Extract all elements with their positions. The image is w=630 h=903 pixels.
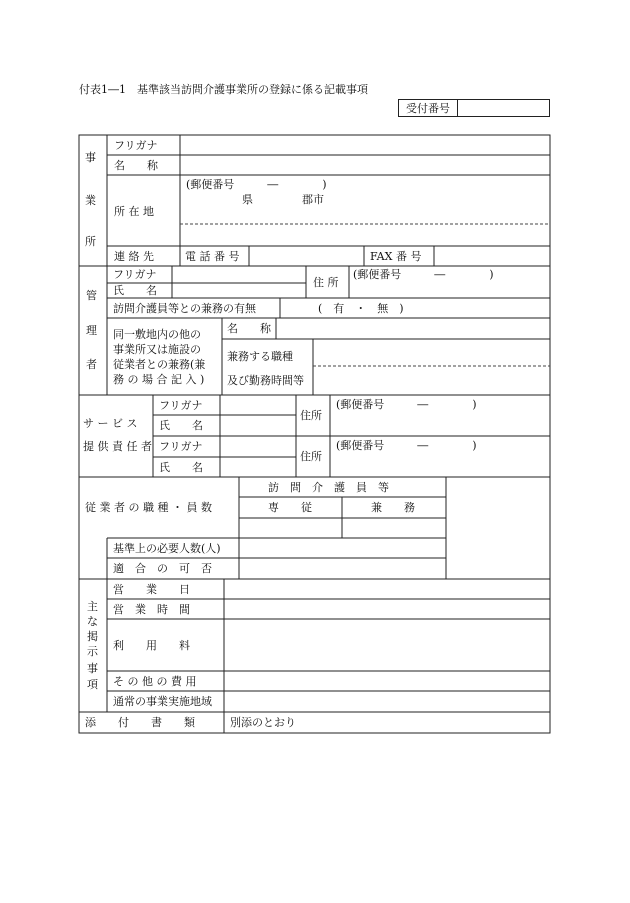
service-label-2: 提 供 責 任 者: [83, 440, 152, 453]
notices-other-costs: そ の 他 の 費 用: [113, 675, 197, 688]
service-postal-1: (郵便番号 ― ): [336, 398, 477, 411]
office-label-2: 業: [85, 194, 96, 207]
notices-area: 通常の事業実施地域: [113, 695, 212, 708]
manager-job-label-2: 及び勤務時間等: [227, 374, 304, 387]
office-contact-label: 連 絡 先: [114, 250, 154, 263]
service-furigana-2: フリガナ: [159, 440, 203, 453]
notices-business-days: 営 業 日: [113, 583, 190, 596]
manager-label-3: 者: [86, 358, 97, 371]
manager-concurrent-label: 訪問介護員等との兼務の有無: [113, 302, 256, 315]
notices-label-6: 項: [87, 678, 98, 691]
notices-label-2: な: [87, 615, 98, 628]
manager-concurrent-choice[interactable]: ( 有 ・ 無 ): [318, 302, 404, 315]
staff-required-label: 基準上の必要人数(人): [113, 542, 221, 555]
service-address-1: 住所: [300, 409, 322, 422]
office-address-label: 所 在 地: [114, 205, 154, 218]
office-postal: (郵便番号 ― ): [186, 178, 327, 191]
manager-address-label: 住 所: [313, 276, 339, 289]
service-name-1: 氏 名: [159, 419, 203, 432]
service-name-2: 氏 名: [159, 461, 203, 474]
manager-other-name-label: 名 称: [227, 322, 271, 335]
manager-name-label: 氏 名: [113, 284, 157, 297]
office-label-1: 事: [85, 151, 96, 164]
manager-other-office-1: 同一敷地内の他の: [113, 328, 201, 341]
notices-label-5: 事: [87, 662, 98, 675]
staff-header: 訪 問 介 護 員 等: [268, 481, 389, 494]
attachments-value: 別添のとおり: [230, 716, 296, 729]
office-phone-label: 電 話 番 号: [185, 250, 240, 263]
form-title: 付表1―1 基準該当訪問介護事業所の登録に係る記載事項: [79, 83, 368, 96]
manager-other-office-2: 事業所又は施設の: [113, 343, 201, 356]
staff-label: 従 業 者 の 職 種 ・ 員 数: [85, 501, 212, 514]
manager-other-office-4: 務 の 場 合 記 入 ): [113, 373, 205, 386]
office-label-3: 所: [85, 235, 96, 248]
staff-fulltime: 専 従: [268, 501, 312, 514]
notices-label-3: 掲: [87, 630, 98, 643]
service-postal-2: (郵便番号 ― ): [336, 439, 477, 452]
manager-label-2: 理: [86, 324, 97, 337]
service-address-2: 住所: [300, 450, 322, 463]
manager-label-1: 管: [86, 289, 97, 302]
notices-business-hours: 営 業 時 間: [113, 603, 190, 616]
office-prefecture: 県: [242, 193, 253, 206]
manager-furigana-label: フリガナ: [113, 268, 157, 281]
notices-fee: 利 用 料: [113, 639, 190, 652]
office-fax-label: FAX 番 号: [370, 250, 422, 263]
staff-parttime: 兼 務: [371, 501, 415, 514]
manager-other-office-3: 従業者との兼務(兼: [113, 358, 206, 371]
notices-label-4: 示: [87, 645, 98, 658]
office-furigana-label: フリガナ: [114, 139, 158, 152]
staff-compliance-label: 適 合 の 可 否: [113, 562, 212, 575]
manager-job-label-1: 兼務する職種: [227, 350, 293, 363]
service-label-1: サ ー ビ ス: [83, 417, 138, 430]
manager-postal: (郵便番号 ― ): [353, 268, 494, 281]
office-name-label: 名 称: [114, 159, 158, 172]
service-furigana-1: フリガナ: [159, 399, 203, 412]
notices-label-1: 主: [87, 600, 98, 613]
reception-number-label: 受付番号: [399, 100, 458, 116]
attachments-label: 添 付 書 類: [85, 716, 195, 729]
office-city: 郡市: [302, 193, 324, 206]
